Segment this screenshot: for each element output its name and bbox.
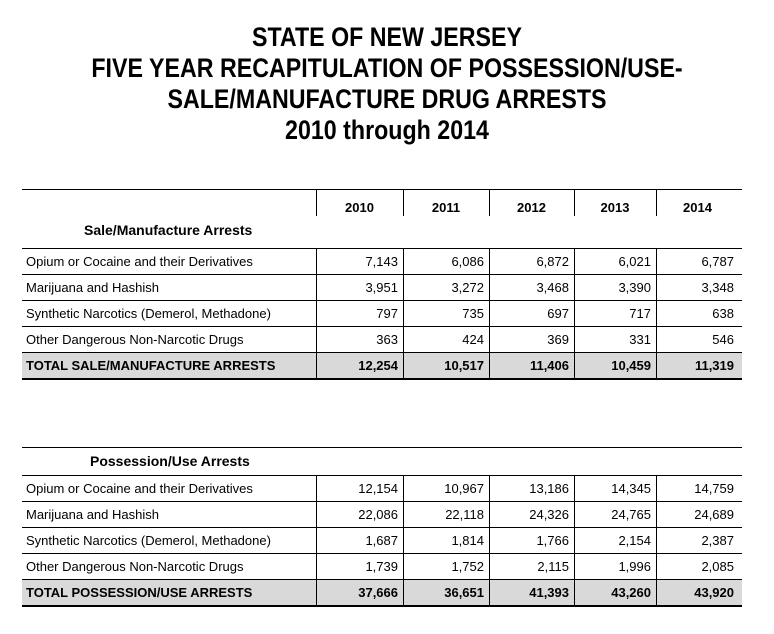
column-divider xyxy=(403,475,404,501)
row-value: 2,085 xyxy=(701,559,734,574)
row-value: 14,345 xyxy=(611,481,651,496)
row-value: 1,814 xyxy=(451,533,484,548)
column-divider xyxy=(656,553,657,579)
total-value: 43,920 xyxy=(694,585,734,600)
row-value: 717 xyxy=(629,306,651,321)
title-line-2: FIVE YEAR RECAPITULATION OF POSSESSION/USE- xyxy=(91,53,683,83)
column-divider xyxy=(656,326,657,352)
row-value: 3,390 xyxy=(618,280,651,295)
row-rule xyxy=(22,378,742,380)
column-divider xyxy=(403,248,404,274)
column-divider xyxy=(316,475,317,501)
year-header: 2012 xyxy=(517,200,546,215)
column-divider xyxy=(489,527,490,553)
column-divider xyxy=(574,326,575,352)
column-divider xyxy=(489,326,490,352)
column-divider xyxy=(574,274,575,300)
total-row-label: TOTAL POSSESSION/USE ARRESTS xyxy=(26,585,253,600)
total-row-label: TOTAL SALE/MANUFACTURE ARRESTS xyxy=(26,358,276,373)
row-value: 22,118 xyxy=(445,507,484,522)
row-value: 12,154 xyxy=(358,481,398,496)
row-value: 14,759 xyxy=(694,481,734,496)
row-rule xyxy=(22,605,742,607)
column-divider xyxy=(489,189,490,216)
column-divider xyxy=(403,189,404,216)
title-line-1: STATE OF NEW JERSEY xyxy=(251,22,523,52)
possession-use-table xyxy=(22,447,742,607)
row-label: Other Dangerous Non-Narcotic Drugs xyxy=(26,559,244,574)
title-line-4: 2010 through 2014 xyxy=(285,115,489,145)
row-value: 13,186 xyxy=(529,481,569,496)
row-value: 24,765 xyxy=(611,507,651,522)
column-divider xyxy=(574,501,575,527)
column-divider xyxy=(656,579,657,605)
year-header: 2011 xyxy=(431,200,461,215)
column-divider xyxy=(489,475,490,501)
column-divider xyxy=(574,189,575,216)
total-value: 10,517 xyxy=(444,358,484,373)
year-header: 2014 xyxy=(683,200,712,215)
column-divider xyxy=(403,274,404,300)
row-label: Marijuana and Hashish xyxy=(26,280,159,295)
column-divider xyxy=(316,300,317,326)
section-heading: Possession/Use Arrests xyxy=(90,453,250,469)
column-divider xyxy=(403,553,404,579)
column-divider xyxy=(489,501,490,527)
column-divider xyxy=(403,501,404,527)
row-value: 6,787 xyxy=(701,254,734,269)
column-divider xyxy=(656,527,657,553)
column-divider xyxy=(489,274,490,300)
row-rule xyxy=(22,527,742,528)
column-divider xyxy=(316,352,317,378)
row-rule xyxy=(22,475,742,476)
row-rule xyxy=(22,274,742,275)
section-heading: Sale/Manufacture Arrests xyxy=(84,222,253,238)
row-value: 697 xyxy=(547,306,569,321)
row-value: 10,967 xyxy=(444,481,484,496)
row-label: Synthetic Narcotics (Demerol, Methadone) xyxy=(26,533,271,548)
column-divider xyxy=(656,248,657,274)
row-value: 1,766 xyxy=(536,533,569,548)
row-value: 735 xyxy=(462,306,484,321)
column-divider xyxy=(316,248,317,274)
total-value: 36,651 xyxy=(444,585,484,600)
row-rule xyxy=(22,326,742,327)
row-label: Synthetic Narcotics (Demerol, Methadone) xyxy=(26,306,271,321)
total-value: 43,260 xyxy=(611,585,651,600)
row-rule xyxy=(22,248,742,249)
column-divider xyxy=(403,326,404,352)
total-value: 11,406 xyxy=(529,358,569,373)
column-divider xyxy=(489,553,490,579)
sale-manufacture-table xyxy=(22,189,742,379)
column-divider xyxy=(316,189,317,216)
table-top-rule xyxy=(22,447,742,448)
column-divider xyxy=(574,352,575,378)
column-divider xyxy=(574,300,575,326)
row-value: 1,687 xyxy=(365,533,398,548)
row-value: 3,951 xyxy=(365,280,398,295)
row-value: 3,468 xyxy=(536,280,569,295)
column-divider xyxy=(489,300,490,326)
row-value: 1,739 xyxy=(365,559,398,574)
title-line-3: SALE/MANUFACTURE DRUG ARRESTS xyxy=(167,84,607,114)
column-divider xyxy=(656,352,657,378)
column-divider xyxy=(316,326,317,352)
total-value: 10,459 xyxy=(611,358,651,373)
row-value: 7,143 xyxy=(365,254,398,269)
column-divider xyxy=(316,579,317,605)
row-value: 546 xyxy=(712,332,734,347)
row-value: 331 xyxy=(629,332,651,347)
row-label: Opium or Cocaine and their Derivatives xyxy=(26,481,253,496)
column-divider xyxy=(316,553,317,579)
year-header: 2010 xyxy=(345,200,374,215)
column-divider xyxy=(316,501,317,527)
column-divider xyxy=(316,527,317,553)
column-divider xyxy=(489,248,490,274)
total-value: 41,393 xyxy=(529,585,569,600)
row-value: 2,154 xyxy=(618,533,651,548)
row-value: 22,086 xyxy=(358,507,398,522)
column-divider xyxy=(574,579,575,605)
column-divider xyxy=(403,300,404,326)
column-divider xyxy=(403,352,404,378)
report-title xyxy=(54,22,720,146)
column-divider xyxy=(489,579,490,605)
total-value: 37,666 xyxy=(358,585,398,600)
row-value: 797 xyxy=(376,306,398,321)
row-label: Other Dangerous Non-Narcotic Drugs xyxy=(26,332,244,347)
row-value: 3,348 xyxy=(701,280,734,295)
row-value: 3,272 xyxy=(451,280,484,295)
row-value: 1,996 xyxy=(618,559,651,574)
row-rule xyxy=(22,300,742,301)
row-rule xyxy=(22,501,742,502)
column-divider xyxy=(403,527,404,553)
row-value: 2,387 xyxy=(701,533,734,548)
row-value: 2,115 xyxy=(537,559,569,574)
column-divider xyxy=(656,475,657,501)
column-divider xyxy=(656,274,657,300)
row-value: 6,086 xyxy=(451,254,484,269)
row-value: 424 xyxy=(462,332,484,347)
row-rule xyxy=(22,553,742,554)
table-top-rule xyxy=(22,189,742,190)
column-divider xyxy=(403,579,404,605)
column-divider xyxy=(574,475,575,501)
column-divider xyxy=(316,274,317,300)
total-value: 12,254 xyxy=(358,358,398,373)
row-value: 6,021 xyxy=(618,254,651,269)
row-value: 24,689 xyxy=(694,507,734,522)
row-label: Opium or Cocaine and their Derivatives xyxy=(26,254,253,269)
column-divider xyxy=(574,553,575,579)
row-value: 369 xyxy=(547,332,569,347)
row-value: 638 xyxy=(712,306,734,321)
column-divider xyxy=(489,352,490,378)
column-divider xyxy=(656,189,657,216)
column-divider xyxy=(574,248,575,274)
row-value: 24,326 xyxy=(529,507,569,522)
column-divider xyxy=(574,527,575,553)
row-value: 363 xyxy=(376,332,398,347)
year-header: 2013 xyxy=(600,200,630,215)
column-divider xyxy=(656,300,657,326)
row-value: 6,872 xyxy=(536,254,569,269)
column-divider xyxy=(656,501,657,527)
row-value: 1,752 xyxy=(451,559,484,574)
row-label: Marijuana and Hashish xyxy=(26,507,159,522)
total-value: 11,319 xyxy=(694,358,734,373)
